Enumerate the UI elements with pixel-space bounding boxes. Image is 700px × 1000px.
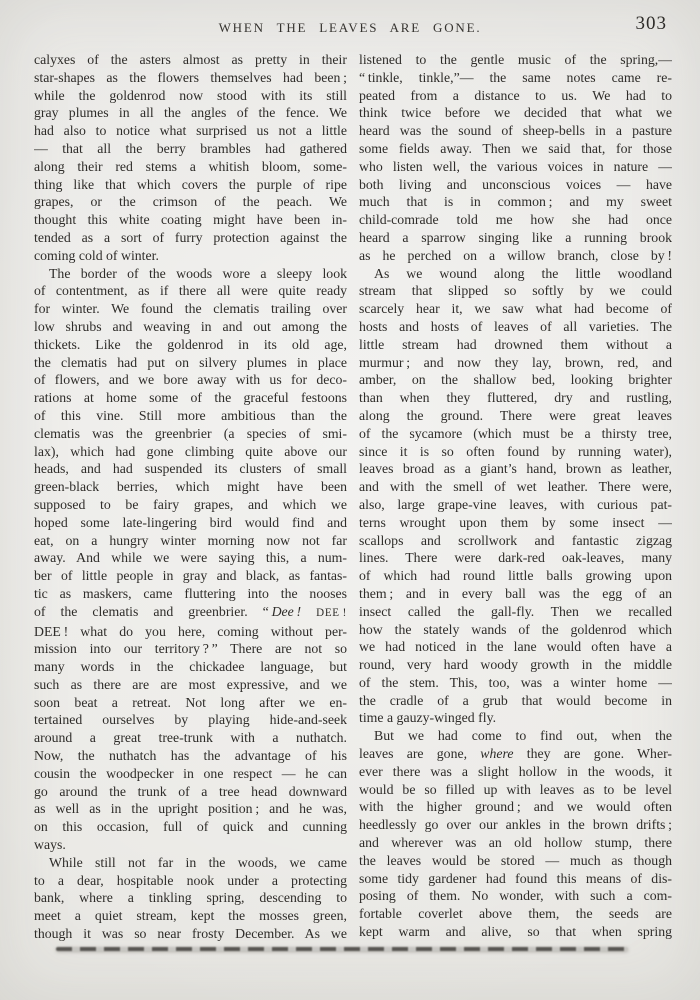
text-line: hosts and hosts of leaves of all varieties. The — [359, 318, 672, 334]
text-line: some fields away. Then we said that, for those — [359, 140, 672, 156]
text-line: along the ground. There were great leaves — [359, 407, 672, 423]
text-line: to a dear, hospitable nook under a protecting — [34, 872, 347, 888]
text-line: child-comrade told me how she had once — [359, 212, 672, 228]
text-line: peated from a distance to us. We had to — [359, 87, 672, 103]
text-line: than when they fluttered, dry and rustling, — [359, 390, 672, 406]
text-line: tic as maskers, came fluttering into the nooses — [34, 585, 347, 601]
text-line: low shrubs and weaving in and out among the — [34, 318, 347, 334]
text-line: Now, the nuthatch has the advantage of his — [34, 748, 347, 764]
paragraph — [34, 854, 347, 943]
text-line: soon beat a retreat. Not long after we en- — [34, 694, 347, 710]
text-line: the leaves would be stored — much as though — [359, 852, 672, 868]
text-line: posing of them. No wonder, with such a com- — [359, 888, 672, 904]
paragraph — [34, 265, 347, 854]
text-line: tended as a sort of furry protection against the — [34, 229, 347, 245]
text-line: kept warm and alive, so that when spring — [359, 924, 672, 940]
text-line: “ tinkle, tinkle,”— the same notes came re- — [359, 69, 672, 85]
paragraph — [34, 51, 347, 265]
text-line: The border of the woods wore a sleepy look — [49, 265, 347, 281]
text-line: many words in the chickadee language, but — [34, 659, 347, 675]
text-line: rations at home some of the graceful festoons — [34, 390, 347, 406]
text-line: and wherever was an old hollow stump, there — [359, 835, 672, 851]
text-line: think twice before we decided that what we — [359, 105, 672, 121]
text-line: grapes, or the crimson of the peach. We — [34, 194, 347, 210]
text-line: and with the smell of wet leather. There were, — [359, 479, 672, 495]
text-line: for winter. We found the clematis trailing over — [34, 301, 347, 317]
text-line: ever there was a slight hollow in the woods, it — [359, 763, 672, 779]
paragraph — [359, 727, 672, 941]
text-line: tertained ourselves by playing hide-and-seek — [34, 712, 347, 728]
text-line: DEE ! what do you here, coming without per- — [34, 623, 347, 639]
text-line: scarcely hear it, we saw what had become of — [359, 301, 672, 317]
text-line: them ; and in every ball was the egg of an — [359, 585, 672, 601]
text-line: little stream had drowned them without a — [359, 336, 672, 352]
text-line: both living and unconscious voices — have — [359, 176, 672, 192]
text-line: insect called the gall-fly. Then we recalled — [359, 603, 672, 619]
paragraph — [359, 265, 672, 728]
text-line: of contentment, as if there all were quite ready — [34, 283, 347, 299]
text-line: cousin the woodpecker in one respect — he can — [34, 765, 347, 781]
text-line: who listen well, the various voices in nature — — [359, 158, 672, 174]
text-line: around a great tree-trunk with a nuthatch. — [34, 730, 347, 746]
text-line: while the goldenrod now stood with its still — [34, 87, 347, 103]
left-column — [34, 51, 347, 943]
text-line: gray plumes in all the angles of the fence. We — [34, 105, 347, 121]
text-line: of the stem. This, too, was a winter home — — [359, 674, 672, 690]
text-line: heads, and had suspended its clusters of small — [34, 461, 347, 477]
text-line: coming cold of winter. — [34, 247, 159, 263]
text-line: murmur ; and now they lay, brown, red, and — [359, 354, 672, 370]
text-line: But we had come to find out, when the — [374, 728, 672, 744]
text-columns — [34, 51, 672, 943]
text-line: thing like that which covers the purple of ripe — [34, 176, 347, 192]
text-line: calyxes of the asters almost as pretty in their — [34, 52, 347, 67]
text-line: thought this white coating might have been in- — [34, 212, 347, 228]
text-line: the cradle of a grub that would become in — [359, 692, 672, 708]
text-line: go around the trunk of a tree head downward — [34, 783, 347, 799]
right-column — [359, 51, 672, 943]
text-line: also, large grape-vine leaves, with curious pat- — [359, 496, 672, 512]
text-line: As we wound along the little woodland — [374, 265, 672, 281]
text-line: such as there are are most expressive, and we — [34, 676, 347, 692]
text-line: along their red stems a whitish bloom, some- — [34, 158, 347, 174]
running-head-title: WHEN THE LEAVES ARE GONE. — [218, 20, 482, 35]
text-line: ber of little people in gray and black, as fantas- — [34, 568, 347, 584]
text-line: as well as in the upright position ; and he was, — [34, 801, 347, 817]
text-line: meet a quiet stream, kept the mosses green, — [34, 908, 347, 924]
text-line: would be so filled up with leaves as to be level — [359, 781, 672, 797]
text-line: though it was so near frosty December. As we — [34, 926, 347, 942]
text-line: of flowers, and we bore away with us for deco- — [34, 372, 347, 388]
text-line: mission into our territory ? ” There are not so — [34, 641, 347, 657]
page-number: 303 — [635, 13, 667, 34]
text-line: much that is in common ; and my sweet — [359, 194, 672, 210]
text-line: the clematis had put on silvery plumes in place — [34, 354, 347, 370]
paragraph — [359, 51, 672, 265]
text-line: clematis was the greenbrier (a species of smi- — [34, 425, 347, 441]
text-line: heard a sparrow singing like a running brook — [359, 229, 672, 245]
text-line: listened to the gentle music of the spring,— — [359, 52, 672, 67]
text-line: star-shapes as the flowers themselves had been ; — [34, 69, 347, 85]
text-line: heard was the sound of sheep-bells in a pasture — [359, 123, 672, 139]
text-line: bank, where a tinkling spring, descending to — [34, 890, 347, 906]
text-line: fortable coverlet above them, the seeds are — [359, 906, 672, 922]
text-line: thickets. Like the goldenrod in its old age, — [34, 336, 347, 352]
text-line: While still not far in the woods, we came — [49, 854, 347, 870]
text-line: how the stately wands of the goldenrod which — [359, 621, 672, 637]
text-line: time a gauzy-winged fly. — [359, 710, 497, 726]
text-line: scallops and scrollwork and fantastic zigzag — [359, 532, 672, 548]
text-line: heedlessly go over our ankles in the brown drifts ; — [359, 817, 672, 833]
text-line: some tidy gardener had found this means of dis- — [359, 870, 672, 886]
text-line: with the higher ground ; and we would often — [359, 799, 672, 815]
text-line: of the sycamore (which must be a thirsty tree, — [359, 425, 672, 441]
text-line: of which had round little balls growing upon — [359, 568, 672, 584]
text-line: round, very hard woody growth in the middle — [359, 657, 672, 673]
scan-artifact-line — [56, 947, 628, 951]
text-line: eat, on a hungry winter morning now not far — [34, 532, 347, 548]
text-line: had also to notice what surprised us not a little — [34, 123, 347, 139]
text-line: lax), which had gone climbing quite above our — [34, 443, 347, 459]
text-line: away. And while we were saying this, a num- — [34, 550, 347, 566]
text-line: green-black berries, which might have been — [34, 479, 347, 495]
text-line: — that all the berry brambles had gathered — [34, 140, 347, 156]
text-line: as he perched on a willow branch, close by ! — [359, 247, 672, 263]
text-line: of this vine. Still more ambitious than the — [34, 407, 347, 423]
text-line: of the clematis and greenbrier. “ Dee ! DEE ! — [34, 603, 347, 619]
text-line: we had noticed in the lane would often have a — [359, 639, 672, 655]
text-line: on this occasion, full of quick and cunning — [34, 819, 347, 835]
text-line: ways. — [34, 837, 66, 853]
text-line: hoped some late-lingering bird would find and — [34, 514, 347, 530]
text-line: leaves broad as a giant’s hand, brown as leather, — [359, 461, 672, 477]
text-line: supposed to be fairy grapes, and which we — [34, 496, 347, 512]
text-line: leaves are gone, where they are gone. Wher- — [359, 746, 672, 762]
text-line: terns wrought upon them by some insect — — [359, 514, 672, 530]
text-line: stream that slipped so softly by we could — [359, 283, 672, 299]
text-line: amber, on the shallow bed, looking brighter — [359, 372, 672, 388]
text-line: since it is so often found by running water), — [359, 443, 672, 459]
text-line: lines. There were dark-red oak-leaves, many — [359, 550, 672, 566]
